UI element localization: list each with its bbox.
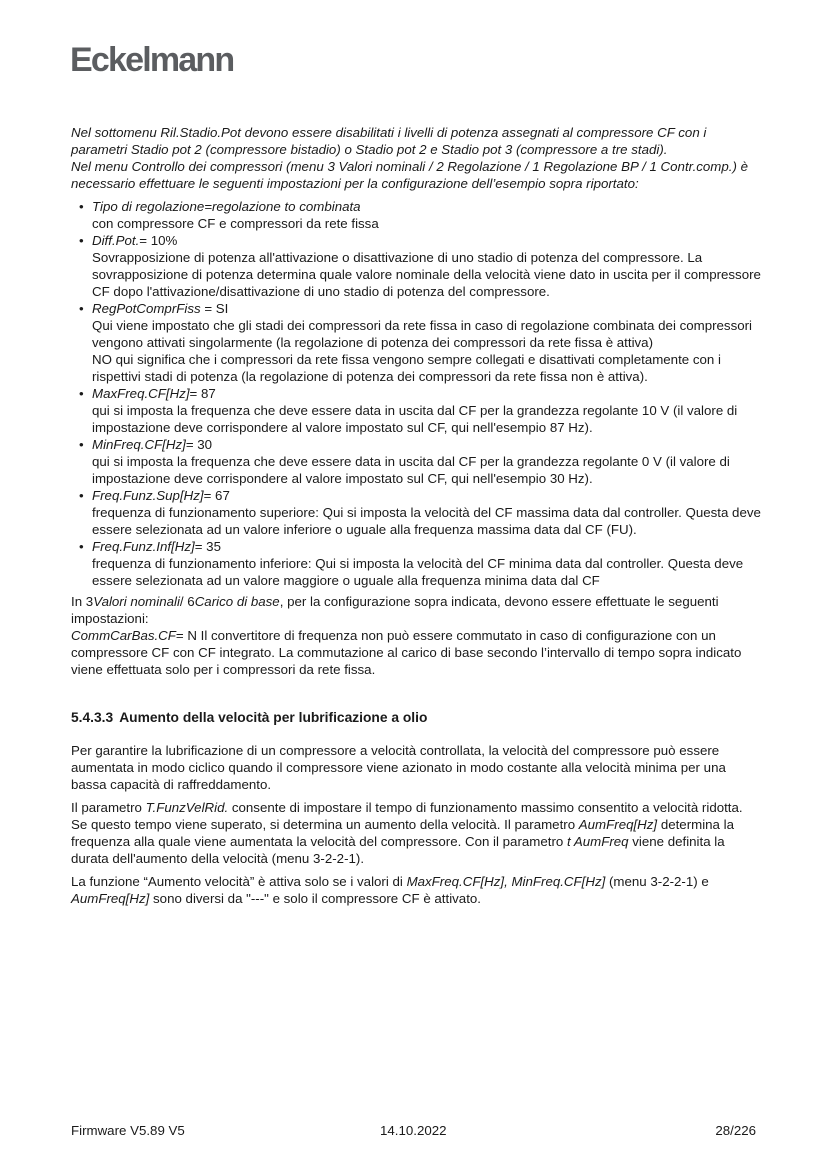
text-segment: Freq.Funz.Sup[Hz]: [92, 488, 204, 503]
list-item-description: qui si imposta la frequenza che deve essere data in uscita dal CF per la grandezza regolante 0 V (il valore di impostazione deve corrispondere al valore impostato sul CF, qui nell'esempio 30 Hz).: [92, 454, 730, 486]
paragraph: [71, 627, 761, 678]
paragraph: [71, 799, 761, 867]
list-item-description: qui si imposta la frequenza che deve essere data in uscita dal CF per la grandezza regolante 10 V (il valore di impostazione deve corrispondere al valore impostato sul CF, qui nell'esempio 87 Hz).: [92, 403, 738, 435]
list-item-title: [92, 300, 761, 317]
paragraph: [71, 158, 761, 192]
text-segment: viene definita la durata dell'aumento della velocità (menu 3-2-2-1).: [71, 834, 725, 866]
list-item: [71, 487, 761, 538]
text-segment: La funzione “Aumento velocità” è attiva solo se i valori di: [71, 874, 407, 889]
list-item-description: NO qui significa che i compressori da rete fissa vengono sempre collegati e disattivati completamente con i rispettivi stadi di potenza (la regolazione di potenza dei compressori da rete fissa non è attiva).: [92, 352, 721, 384]
text-segment: T.FunzVelRid.: [145, 800, 229, 815]
text-segment: CommCarBas.CF: [71, 628, 176, 643]
section-title: Aumento della velocità per lubrificazione a olio: [119, 710, 428, 725]
footer-page-number: 28/226: [715, 1123, 756, 1138]
list-item-title: [92, 232, 761, 249]
list-item-title: [92, 487, 761, 504]
list-item-description: frequenza di funzionamento superiore: Qui si imposta la velocità del CF massima data dal controller. Questa deve essere selezionata ad un valore inferiore o uguale alla frequenza massima data dal CF (FU).: [92, 505, 761, 537]
list-item-description: Qui viene impostato che gli stadi dei compressori da rete fissa in caso di regolazione combinata dei compressori vengono attivati singolarmente (la regolazione di potenza dei compressori da rete fissa è attiva): [92, 318, 753, 350]
text-segment: = SI: [200, 301, 229, 316]
text-segment: Nel menu Controllo dei compressori (menu 3 Valori nominali / 2 Regolazione / 1 Regolazione BP / 1 Contr.comp.) è necessario effettuare le seguenti impostazioni per la configurazione dell’esempio sopra riportato:: [71, 159, 748, 191]
list-item: [71, 385, 761, 436]
text-segment: , per la configurazione sopra indicata, devono essere effettuate le seguenti impostazioni:: [71, 594, 719, 626]
list-item: [71, 538, 761, 589]
paragraph: [71, 742, 761, 793]
base-load-text: [71, 593, 761, 678]
paragraph: [71, 593, 761, 627]
list-item: [71, 300, 761, 385]
section-number: 5.4.3.3: [71, 710, 114, 725]
text-segment: = 10%: [139, 233, 178, 248]
text-segment: = 67: [203, 488, 230, 503]
text-segment: Diff.Pot.: [92, 233, 140, 248]
text-segment: / 6: [179, 594, 195, 609]
list-item: [71, 232, 761, 300]
text-segment: Il parametro: [71, 800, 146, 815]
list-item: [71, 198, 761, 232]
text-segment: MaxFreq.CF[Hz], MinFreq.CF[Hz]: [406, 874, 606, 889]
section-heading: [71, 709, 761, 726]
list-item-title: [92, 385, 761, 402]
list-item-title: [92, 436, 761, 453]
list-item-title: [92, 538, 761, 555]
footer-date: 14.10.2022: [380, 1123, 447, 1138]
settings-list: [71, 198, 761, 589]
text-segment: MaxFreq.CF[Hz]: [92, 386, 190, 401]
text-segment: MinFreq.CF[Hz]: [92, 437, 186, 452]
text-segment: AumFreq[Hz]: [578, 817, 658, 832]
list-item: [71, 436, 761, 487]
intro-text: [71, 124, 761, 192]
text-segment: = 87: [189, 386, 216, 401]
text-segment: RegPotComprFiss: [92, 301, 201, 316]
list-item-title: [92, 198, 761, 215]
text-segment: In 3: [71, 594, 94, 609]
page-content: [71, 124, 761, 907]
text-segment: Carico di base: [194, 594, 280, 609]
text-segment: Valori nominali: [93, 594, 180, 609]
text-segment: = N Il convertitore di frequenza non può essere commutato in caso di configurazione con un compressore CF con CF integrato. La commutazione al carico di base secondo l’intervallo di tempo sopra indicato viene effettuata solo per i compressori da rete fissa.: [71, 628, 742, 677]
text-segment: = 30: [185, 437, 213, 452]
text-segment: determina la frequenza alla quale viene aumentata la velocità del compressore. Con il parametro: [71, 817, 734, 849]
text-segment: t AumFreq: [566, 834, 629, 849]
list-item-description: con compressore CF e compressori da rete fissa: [92, 216, 379, 231]
eckelmann-logo: Eckelmann: [70, 41, 234, 79]
text-segment: Nel sottomenu Ril.Stadio.Pot devono essere disabilitati i livelli di potenza assegnati al compressore CF con i parametri Stadio pot 2 (compressore bistadio) o Stadio pot 2 e Stadio pot 3 (compressore a tre stadi).: [71, 125, 707, 157]
text-segment: (menu 3-2-2-1) e: [605, 874, 709, 889]
text-segment: AumFreq[Hz]: [71, 891, 150, 906]
list-item-description: Sovrapposizione di potenza all'attivazione o disattivazione di uno stadio di potenza del compressore. La sovrapposizione di potenza determina quale valore nominale della velocità viene dato in uscita per il compressore CF dopo l'attivazione/disattivazione di uno stadio di potenza del compressore.: [92, 250, 761, 299]
paragraph: [71, 873, 761, 907]
text-segment: Tipo di regolazione=regolazione to combinata: [92, 199, 361, 214]
footer-firmware: Firmware V5.89 V5: [71, 1123, 185, 1138]
text-segment: Per garantire la lubrificazione di un compressore a velocità controllata, la velocità del compressore può essere aumentata in modo ciclico quando il compressore viene azionato in modo costante alla velocità minima per una bassa capacità di raffreddamento.: [71, 743, 726, 792]
paragraph: [71, 124, 761, 158]
text-segment: sono diversi da "---" e solo il compressore CF è attivato.: [149, 891, 481, 906]
section-body: [71, 742, 761, 907]
page-footer: [71, 1122, 756, 1139]
text-segment: Freq.Funz.Inf[Hz]: [92, 539, 195, 554]
text-segment: consente di impostare il tempo di funzionamento massimo consentito a velocità ridotta. Se questo tempo viene superato, si determina un aumento della velocità. Il parametro: [71, 800, 743, 832]
list-item-description: frequenza di funzionamento inferiore: Qui si imposta la velocità del CF minima data dal controller. Questa deve essere selezionata ad un valore maggiore o uguale alla frequenza minima data dal CF: [92, 556, 744, 588]
text-segment: = 35: [194, 539, 221, 554]
